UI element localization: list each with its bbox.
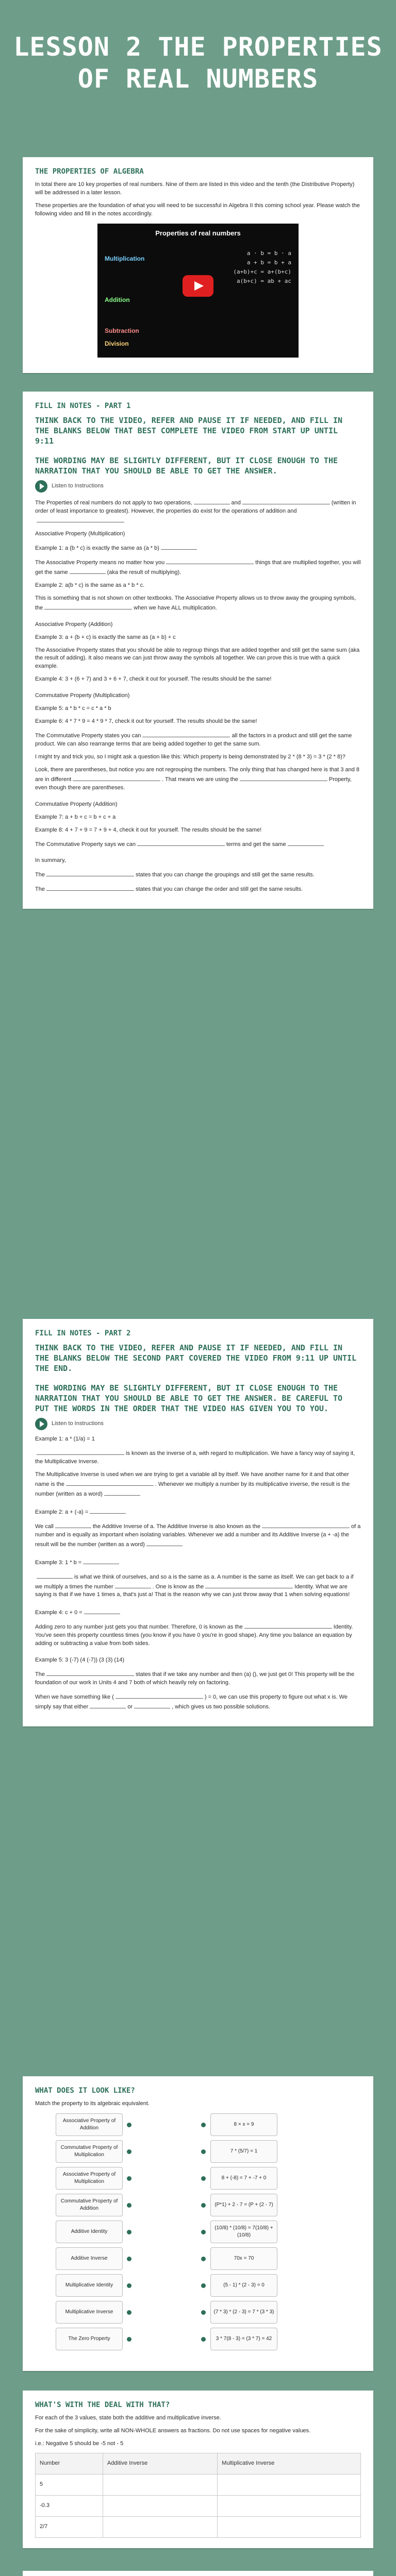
match-right-item[interactable]: (5 - 1) * (2 - 3) = 0: [210, 2274, 277, 2297]
page-title: LESSON 2 THE PROPERTIES OF REAL NUMBERS: [13, 32, 383, 94]
intro-paragraph: These properties are the foundation of what you will need to be successful in Algebra II this coming school year. Please watch the following video and fill in the notes accordingly.: [35, 202, 360, 217]
fill-blank[interactable]: [115, 1582, 151, 1588]
note-line: In summary,: [35, 857, 66, 864]
note-line: Example 3: 1 * b =: [35, 1557, 361, 1567]
fill-blank[interactable]: [46, 884, 134, 891]
fill-blank[interactable]: [142, 731, 230, 737]
fill-blank[interactable]: [84, 1607, 120, 1614]
section-heading: FILL IN NOTES - PART 2: [35, 1329, 131, 1337]
answer-input[interactable]: [103, 2496, 217, 2517]
note-line: The states that you can change the order and still get the same results.: [35, 884, 361, 894]
match-left-item[interactable]: Multiplicative Inverse: [56, 2301, 123, 2324]
match-left-item[interactable]: Additive Identity: [56, 2221, 123, 2243]
note-heading: Commutative Property (Addition): [35, 801, 118, 807]
match-left-item[interactable]: Associative Property of Multiplication: [56, 2167, 123, 2190]
match-dot[interactable]: [127, 2337, 131, 2342]
fill-blank[interactable]: [288, 839, 324, 846]
fill-blank[interactable]: [161, 543, 197, 550]
note-line: Example 1: a (b * c) is exactly the same as (a * b): [35, 543, 361, 553]
fill-blank[interactable]: [244, 1622, 332, 1629]
note-line: Example 4: 3 + (6 + 7) and 3 + 6 + 7, check it out for yourself. The results should be the same!: [35, 676, 272, 683]
section-warning: THE WORDING MAY BE SLIGHTLY DIFFERENT, BUT IT CLOSE ENOUGH TO THE NARRATION THAT YOU SHOULD BE ABLE TO GET THE ANSWER. BE CAREFUL TO PUT THE WORDS IN THE ORDER THAT THE VIDEO HAS GIVEN YOU TO YOU.: [35, 1383, 343, 1414]
fill-blank[interactable]: [146, 1539, 183, 1546]
note-line: The Associative Property means no matter how you things that are multiplied together, you will get the same (aka the result of multiplying).: [35, 557, 361, 577]
properties-intro-card: [23, 157, 373, 373]
match-right-item[interactable]: 8 + (-8) = 7 + -7 + 0: [210, 2167, 277, 2190]
audio-label: Listen to Instructions: [52, 483, 104, 489]
note-line: When we have something like ( ) = 0, we can use this property to figure out what x is. We simply say that either or , which gives us two possible solutions.: [35, 1692, 361, 1711]
note-line: This is something that is not shown on other textbooks. The Associative Property allows us to throw away the grouping symbols, the when we have ALL multiplication.: [35, 595, 356, 611]
section-instructions: THINK BACK TO THE VIDEO, REFER AND PAUSE IT IF NEEDED, AND FILL IN THE BLANKS BELOW THE SECOND PART COVERED THE VIDEO FROM 9:11 UP UNTIL THE END.: [35, 1343, 357, 1374]
match-dot[interactable]: [127, 2257, 131, 2261]
note-line: Example 4: c + 0 =: [35, 1607, 361, 1617]
notes-part1-card: [23, 392, 373, 909]
answer-input[interactable]: [218, 2517, 361, 2538]
play-icon[interactable]: [35, 1418, 47, 1430]
match-dot[interactable]: [127, 2283, 131, 2288]
fill-blank[interactable]: [90, 1702, 126, 1708]
play-icon[interactable]: [35, 480, 47, 493]
table-cell: -0.3: [36, 2496, 103, 2517]
note-line: Example 8: 4 + 7 + 9 = 7 + 9 + 4, check it out for yourself. The results should be the same!: [35, 826, 262, 833]
section-heading: WHAT'S WITH THE DEAL WITH THAT?: [35, 2401, 170, 2409]
match-dot[interactable]: [127, 2203, 131, 2208]
match-dot[interactable]: [201, 2203, 206, 2208]
section-subtitle: Match the property to its algebraic equivalent.: [35, 2100, 150, 2107]
note-line: Example 5: a * b * c = c * a * b: [35, 705, 111, 712]
fill-blank[interactable]: [83, 1557, 119, 1564]
match-left-item[interactable]: Commutative Property of Multiplication: [56, 2140, 123, 2163]
note-line: The Multiplicative Inverse is used when we are trying to get a variable all by itself. We have another name for it and that other name is the . Whenever we multiply a number by its multiplicative inverse, the result is the number (written as a word): [35, 1471, 350, 1497]
fill-blank[interactable]: [37, 516, 124, 522]
section-example: i.e.: Negative 5 should be -5 not - 5: [35, 2441, 124, 2447]
table-header: Multiplicative Inverse: [218, 2453, 361, 2475]
table-header: Additive Inverse: [103, 2453, 217, 2475]
note-line: We call the Additive Inverse of a. The Additive Inverse is also known as the of a number and is equally as important when isolating variables. Whenever we add a number and its Additive Inverse (a + -a) the result will be the number (written as a word): [35, 1521, 361, 1549]
table-row: [36, 2475, 361, 2496]
note-line: Example 6: 4 * 7 * 9 = 4 * 9 * 7, check it out for yourself. The results should be the same!: [35, 718, 257, 725]
fill-blank[interactable]: [194, 498, 230, 504]
table-row: [36, 2517, 361, 2538]
video-equation: a(b+c) = ab + ac: [237, 278, 291, 285]
page-header: [0, 0, 396, 155]
fill-blank[interactable]: [70, 567, 106, 574]
match-dot[interactable]: [201, 2257, 206, 2261]
note-line: The states that you can change the groupings and still get the same results.: [35, 870, 361, 879]
table-cell: 5: [36, 2475, 103, 2496]
inverses-card: [23, 2391, 373, 2548]
fill-blank[interactable]: [66, 1479, 154, 1486]
note-line: is known as the inverse of a, with regard to multiplication. We have a fancy way of saying it, the Multiplicative Inverse.: [35, 1448, 361, 1466]
audio-label: Listen to Instructions: [52, 1420, 104, 1427]
match-right-item[interactable]: (10/8) * (10/8) = 7(10/8) + (10/8): [210, 2221, 277, 2243]
note-heading: Commutative Property (Multiplication): [35, 692, 130, 699]
match-dot[interactable]: [127, 2149, 131, 2154]
video-row-label: Division: [105, 340, 129, 348]
matching-card: [23, 2076, 373, 2371]
match-dot[interactable]: [127, 2310, 131, 2315]
fill-blank[interactable]: [242, 498, 330, 504]
match-right-item[interactable]: (P*1) + 2 - 7 = (P + (2 - 7): [210, 2194, 277, 2216]
match-right-item[interactable]: 7 * (5/7) = 1: [210, 2140, 277, 2163]
match-dot[interactable]: [127, 2123, 131, 2127]
fill-blank[interactable]: [104, 1489, 140, 1496]
match-right-item[interactable]: 70x = 70: [210, 2247, 277, 2270]
match-left-item[interactable]: Associative Property of Addition: [56, 2113, 123, 2136]
fill-blank[interactable]: [46, 1669, 134, 1676]
match-dot[interactable]: [201, 2310, 206, 2315]
fill-blank[interactable]: [166, 557, 254, 564]
section-heading: FILL IN NOTES - PART 1: [35, 402, 131, 410]
video-row-label: Subtraction: [105, 327, 139, 335]
fill-blank[interactable]: [44, 603, 132, 609]
match-left-item[interactable]: Additive Inverse: [56, 2247, 123, 2270]
note-line: Example 2: a(b * c) is the same as a * b * c.: [35, 582, 145, 588]
note-line: is what we think of ourselves, and so a is the same as a. A number is the same as itself. We can get back to a if we multiply a times the number . One is know as the Identity. What we are saying is that if we have 1 times a, that's just a! That is the reason why we can just throw away that 1 when solving equations!: [35, 1572, 361, 1600]
fill-blank[interactable]: [55, 1521, 91, 1528]
match-dot[interactable]: [201, 2149, 206, 2154]
video-player[interactable]: [97, 224, 299, 358]
note-line: Example 7: a + b + c = b + c + a: [35, 814, 116, 820]
note-line: The states that if we take any number and then (a) (), we just get 0! This property will be the foundation of our work in Units 4 and 7 both of which heavily rely on factoring.: [35, 1669, 361, 1687]
steps-card: [23, 2571, 373, 2576]
match-dot[interactable]: [201, 2123, 206, 2127]
match-dot[interactable]: [201, 2283, 206, 2288]
video-row-label: Addition: [105, 296, 130, 304]
fill-blank[interactable]: [262, 1521, 350, 1528]
fill-blank[interactable]: [116, 1692, 203, 1699]
section-subtitle: For each of the 3 values, state both the additive and multiplicative inverse.: [35, 2415, 221, 2421]
match-right-item[interactable]: (7 * 3) * (2 - 3) = 7 * (3 * 3): [210, 2301, 277, 2324]
note-heading: Associative Property (Multiplication): [35, 531, 125, 537]
intro-paragraph: In total there are 10 key properties of real numbers. Nine of them are listed in this video and the tenth (the Distributive Property) will be addressed in a later lesson.: [35, 181, 355, 196]
note-line: Example 5: 3 (-7) (4 (-7)) (3 (3) (14): [35, 1657, 124, 1664]
section-instructions: THINK BACK TO THE VIDEO, REFER AND PAUSE IT IF NEEDED, AND FILL IN THE BLANKS BELOW THAT BEST COMPLETE THE VIDEO FROM START UP UNTIL 9:11: [35, 416, 343, 446]
match-right-item[interactable]: 3 * 7(8 - 3) = (3 * 7) = 42: [210, 2328, 277, 2350]
table-header: Number: [36, 2453, 103, 2475]
video-equation: (a+b)+c = a+(b+c): [233, 268, 291, 276]
match-left-item[interactable]: Commutative Property of Addition: [56, 2194, 123, 2216]
match-left-item[interactable]: The Zero Property: [56, 2328, 123, 2350]
play-icon[interactable]: [183, 275, 213, 297]
table-header-row: [36, 2453, 361, 2475]
inverses-table: [35, 2453, 361, 2538]
fill-blank[interactable]: [73, 774, 160, 781]
matching-area: [35, 2113, 361, 2361]
fill-blank[interactable]: [46, 870, 134, 876]
audio-player[interactable]: [35, 1418, 361, 1430]
match-dot[interactable]: [127, 2230, 131, 2234]
note-line: The Commutative Property says we can terms and get the same: [35, 839, 361, 849]
note-line: Look, there are parentheses, but notice you are not regrouping the numbers. The only thing that has changed here is that 3 and 8 are in different . That means we are using the Property, even though there are parentheses.: [35, 766, 360, 791]
match-left-item[interactable]: Multiplicative Identity: [56, 2274, 123, 2297]
fill-blank[interactable]: [90, 1507, 126, 1514]
match-right-item[interactable]: 8 × x = 9: [210, 2113, 277, 2136]
notes-part2-card: [23, 1319, 373, 1726]
match-dot[interactable]: [201, 2337, 206, 2342]
answer-input[interactable]: [103, 2517, 217, 2538]
match-dot[interactable]: [201, 2230, 206, 2234]
fill-blank[interactable]: [205, 1582, 293, 1588]
fill-blank[interactable]: [240, 774, 327, 781]
section-warning: THE WORDING MAY BE SLIGHTLY DIFFERENT, BUT IT CLOSE ENOUGH TO THE NARRATION THAT YOU SHOULD BE ABLE TO GET THE ANSWER.: [35, 456, 338, 476]
fill-blank[interactable]: [137, 839, 225, 846]
video-equation: a · b = b · a: [246, 250, 291, 257]
answer-input[interactable]: [103, 2475, 217, 2496]
table-cell: 2/7: [36, 2517, 103, 2538]
note-heading: Associative Property (Addition): [35, 621, 113, 628]
note-line: The Properties of real numbers do not apply to two operations, and (written in order of least importance to greatest). However, the properties do exist for the operations of addition and: [35, 498, 361, 526]
video-row-label: Multiplication: [105, 255, 145, 263]
note-line: I might try and trick you, so I might ask a question like this: Which property is being demonstrated by 2 * (8 * 3) = 3 * (2 * 8)?: [35, 753, 345, 760]
section-subtitle: For the sake of simplicity, write all NON-WHOLE answers as fractions. Do not use spaces for negative values.: [35, 2428, 311, 2434]
video-equation: a + b = b + a: [246, 259, 291, 266]
answer-input[interactable]: [218, 2496, 361, 2517]
fill-blank[interactable]: [134, 1702, 170, 1708]
fill-blank[interactable]: [37, 1572, 73, 1579]
audio-player[interactable]: [35, 480, 361, 493]
note-line: Example 2: a + (-a) =: [35, 1507, 361, 1517]
note-line: Example 1: a * (1/a) = 1: [35, 1436, 95, 1443]
fill-blank[interactable]: [37, 1448, 124, 1455]
note-line: The Associative Property states that you should be able to regroup things that are added together and still get the same sum (aka the result of adding). It also means we can just throw away the symbols all together. We can prove this is true with a quick example.: [35, 647, 360, 670]
note-line: Example 3: a + (b + c) is exactly the same as (a + b) + c: [35, 634, 176, 640]
video-title: Properties of real numbers: [155, 229, 241, 238]
note-line: Adding zero to any number just gets you that number. Therefore, 0 is known as the Identity. You've seen this property countless times (you know if you have 0 you're in good shape). Any time you balance an equation by adding or subtracting a value from both sides.: [35, 1622, 361, 1648]
table-row: [36, 2496, 361, 2517]
match-dot[interactable]: [201, 2176, 206, 2181]
answer-input[interactable]: [218, 2475, 361, 2496]
section-heading: WHAT DOES IT LOOK LIKE?: [35, 2087, 135, 2095]
match-dot[interactable]: [127, 2176, 131, 2181]
note-line: The Commutative Property states you can all the factors in a product and still get the same product. We can also rearrange terms that are being added together to get the same sum.: [35, 731, 361, 749]
section-heading: THE PROPERTIES OF ALGEBRA: [35, 167, 144, 176]
